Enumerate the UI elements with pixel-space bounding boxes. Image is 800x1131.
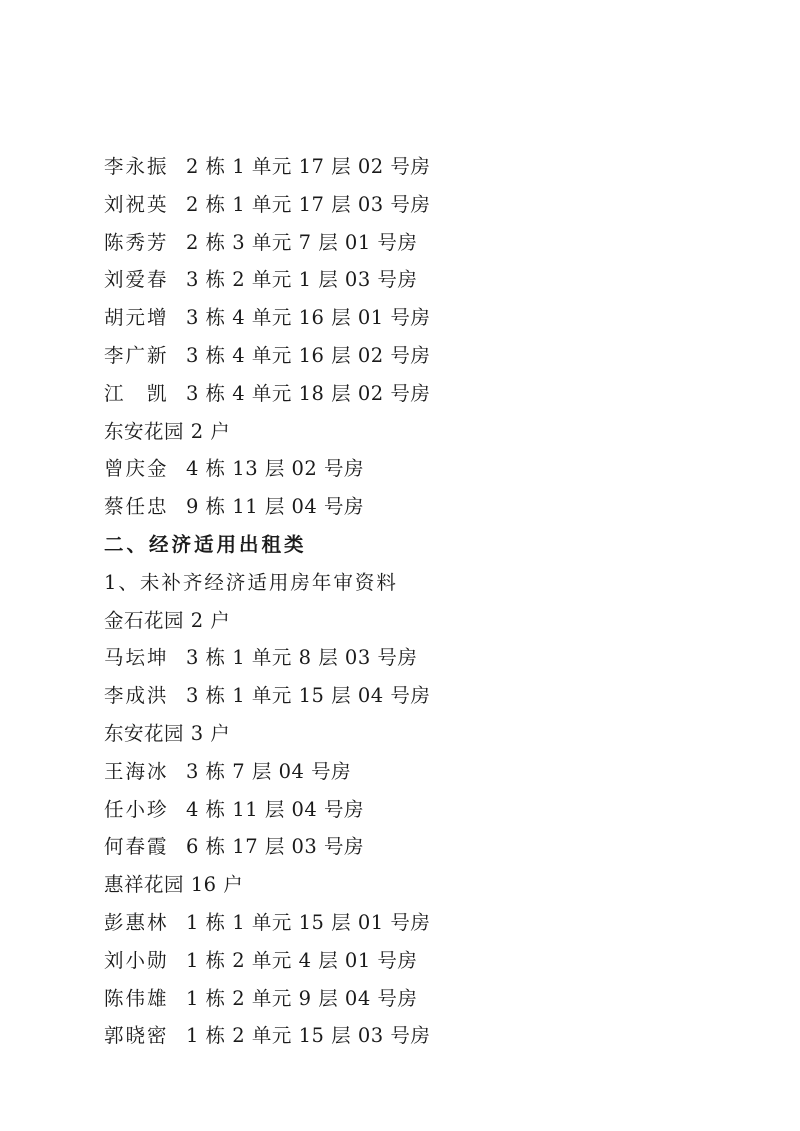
room-address: 2 栋 1 单元 17 层 03 号房 [186,192,431,216]
subsection-heading: 1、未补齐经济适用房年审资料 [104,570,398,594]
resident-name: 彭惠林 [104,910,169,934]
resident-name: 郭晓密 [104,1024,169,1048]
room-address: 1 栋 2 单元 9 层 04 号房 [186,986,418,1010]
room-address: 3 栋 1 单元 15 层 04 号房 [186,684,431,708]
estate-group-label: 金石花园 2 户 [104,608,231,632]
room-address: 3 栋 4 单元 16 层 01 号房 [186,306,431,330]
estate-group-label: 东安花园 2 户 [104,419,231,443]
resident-row [104,375,764,413]
resident-name: 任小珍 [104,797,169,821]
resident-row [104,1017,764,1055]
document-body [104,148,764,1055]
section-heading: 二、经济适用出租类 [104,532,307,556]
estate-group-label: 惠祥花园 16 户 [104,873,244,897]
resident-row [104,639,764,677]
resident-row [104,299,764,337]
resident-name: 陈秀芳 [104,230,169,254]
resident-name: 李广新 [104,343,169,367]
room-address: 1 栋 2 单元 4 层 01 号房 [186,948,418,972]
room-address: 4 栋 11 层 04 号房 [186,797,365,821]
resident-row [104,791,764,829]
room-address: 3 栋 2 单元 1 层 03 号房 [186,268,418,292]
resident-row [104,261,764,299]
resident-row [104,828,764,866]
room-address: 3 栋 4 单元 16 层 02 号房 [186,343,431,367]
resident-row [104,904,764,942]
resident-name: 李成洪 [104,684,169,708]
resident-name: 刘祝英 [104,192,169,216]
resident-name: 刘小勋 [104,948,169,972]
resident-name: 江 凯 [104,381,169,405]
resident-name: 胡元增 [104,306,169,330]
resident-row [104,337,764,375]
room-address: 2 栋 1 单元 17 层 02 号房 [186,155,431,178]
room-address: 3 栋 1 单元 8 层 03 号房 [186,646,418,670]
resident-row [104,753,764,791]
resident-name: 曾庆金 [104,457,169,481]
resident-name: 蔡任忠 [104,495,169,519]
room-address: 6 栋 17 层 03 号房 [186,835,365,859]
resident-row [104,980,764,1018]
room-address: 1 栋 1 单元 15 层 01 号房 [186,910,431,934]
resident-row [104,677,764,715]
resident-row [104,942,764,980]
resident-name: 王海冰 [104,759,169,783]
resident-name: 何春霞 [104,835,169,859]
resident-row [104,148,764,186]
room-address: 3 栋 7 层 04 号房 [186,759,352,783]
room-address: 3 栋 4 单元 18 层 02 号房 [186,381,431,405]
resident-name: 刘爱春 [104,268,169,292]
room-address: 1 栋 2 单元 15 层 03 号房 [186,1024,431,1048]
resident-name: 马坛坤 [104,646,169,670]
resident-row [104,450,764,488]
resident-name: 李永振 [104,155,169,178]
resident-row [104,224,764,262]
room-address: 4 栋 13 层 02 号房 [186,457,365,481]
resident-row [104,488,764,526]
estate-group-label: 东安花园 3 户 [104,721,231,745]
room-address: 9 栋 11 层 04 号房 [186,495,365,519]
resident-row [104,186,764,224]
room-address: 2 栋 3 单元 7 层 01 号房 [186,230,418,254]
resident-name: 陈伟雄 [104,986,169,1010]
